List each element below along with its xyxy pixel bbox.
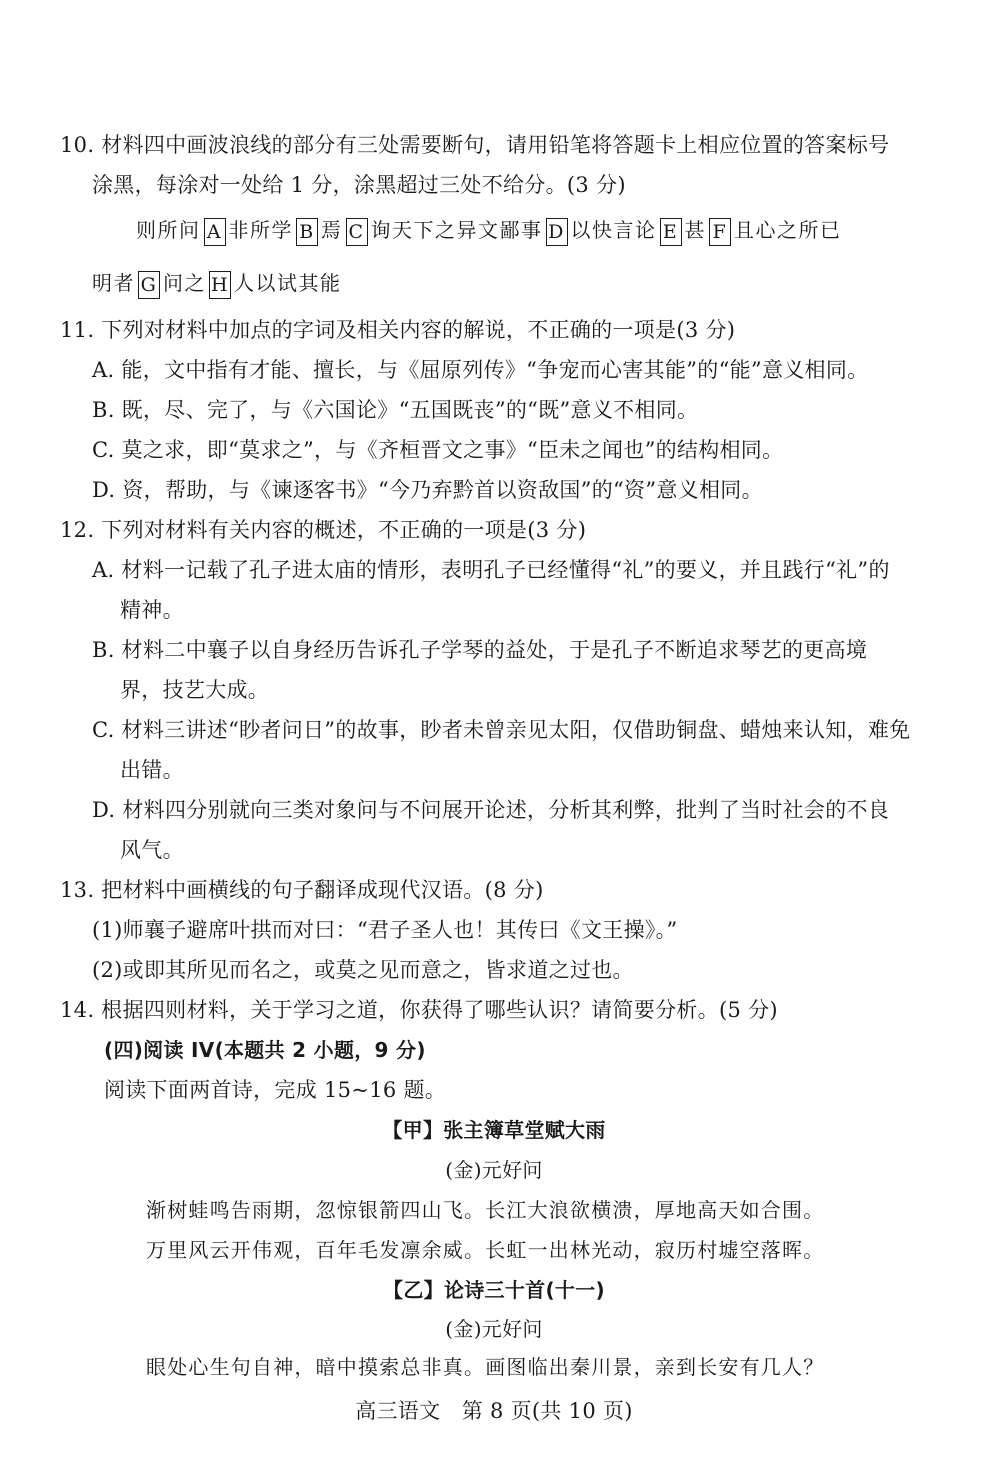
q10-passage-row1 <box>136 215 842 246</box>
q10-passage-row2 <box>92 268 342 299</box>
q12-option-d-line1: D. 材料四分别就向三类对象问与不问展开论述，分析其利弊，批判了当时社会的不良 <box>92 798 890 822</box>
q12-option-d-line2: 风气。 <box>120 838 184 862</box>
answer-box-e[interactable]: E <box>660 218 682 246</box>
answer-box-g[interactable]: G <box>138 271 160 299</box>
segment: 甚 <box>684 218 706 242</box>
q12-option-b-line2: 界，技艺大成。 <box>120 678 270 702</box>
q12-option-b-line1: B. 材料二中襄子以自身经历告诉孔子学琴的益处，于是孔子不断追求琴艺的更高境 <box>92 638 868 662</box>
section-heading: (四)阅读 IV(本题共 2 小题，9 分) <box>104 1038 426 1062</box>
q13-stem: 13. 把材料中画横线的句子翻译成现代汉语。(8 分) <box>60 878 544 902</box>
segment: 人以试其能 <box>234 271 342 295</box>
q12-option-c-line2: 出错。 <box>120 758 184 782</box>
q12-option-a-line2: 精神。 <box>120 598 184 622</box>
segment: 非所学 <box>228 218 293 242</box>
answer-box-h[interactable]: H <box>209 271 231 299</box>
segment: 问之 <box>163 271 206 295</box>
q11-stem: 11. 下列对材料中加点的字词及相关内容的解说，不正确的一项是(3 分) <box>60 318 736 342</box>
answer-box-a[interactable]: A <box>204 218 226 246</box>
q13-sentence-1: (1)师襄子避席叶拱而对曰：“君子圣人也！其传曰《文王操》。” <box>92 918 678 942</box>
q13-sentence-2: (2)或即其所见而名之，或莫之见而意之，皆求道之过也。 <box>92 958 634 982</box>
segment: 焉 <box>321 218 343 242</box>
poem-yi-line-1: 眼处心生句自神，暗中摸索总非真。画图临出秦川景，亲到长安有几人？ <box>146 1355 825 1379</box>
segment: 明者 <box>92 271 135 295</box>
segment: 且心之所已 <box>734 218 842 242</box>
q11-option-b: B. 既，尽、完了，与《六国论》“五国既丧”的“既”意义不相同。 <box>92 398 699 422</box>
poem-yi-author: (金)元好问 <box>445 1317 543 1341</box>
page-footer: 高三语文 第 8 页(共 10 页) <box>355 1399 633 1423</box>
q11-option-c: C. 莫之求，即“莫求之”，与《齐桓晋文之事》“臣未之闻也”的结构相同。 <box>92 438 784 462</box>
q10-stem-line1: 10. 材料四中画波浪线的部分有三处需要断句，请用铅笔将答题卡上相应位置的答案标号 <box>60 133 890 157</box>
poem-jia-title: 【甲】张主簿草堂赋大雨 <box>382 1118 606 1142</box>
q12-option-c-line1: C. 材料三讲述“眇者问日”的故事，眇者未曾亲见太阳，仅借助铜盘、蜡烛来认知，难免 <box>92 718 911 742</box>
poem-jia-author: (金)元好问 <box>445 1158 543 1182</box>
poem-jia-line-2: 万里风云开伟观，百年毛发凛余威。长虹一出林光动，寂历村墟空落晖。 <box>146 1238 825 1262</box>
q11-option-a: A. 能，文中指有才能、擅长，与《屈原列传》“争宠而心害其能”的“能”意义相同。 <box>92 358 869 382</box>
section-intro: 阅读下面两首诗，完成 15~16 题。 <box>104 1078 447 1102</box>
answer-box-d[interactable]: D <box>546 218 568 246</box>
q12-option-a-line1: A. 材料一记载了孔子进太庙的情形，表明孔子已经懂得“礼”的要义，并且践行“礼”的 <box>92 558 890 582</box>
q14-stem: 14. 根据四则材料，关于学习之道，你获得了哪些认识？请简要分析。(5 分) <box>60 998 778 1022</box>
answer-box-f[interactable]: F <box>709 218 731 246</box>
answer-box-b[interactable]: B <box>296 218 318 246</box>
q10-stem-line2: 涂黑，每涂对一处给 1 分，涂黑超过三处不给分。(3 分) <box>92 173 626 197</box>
poem-yi-title: 【乙】论诗三十首(十一) <box>383 1278 605 1302</box>
q12-stem: 12. 下列对材料有关内容的概述，不正确的一项是(3 分) <box>60 518 587 542</box>
segment: 则所问 <box>136 218 201 242</box>
segment: 以快言论 <box>570 218 657 242</box>
answer-box-c[interactable]: C <box>346 218 368 246</box>
segment: 询天下之异文鄙事 <box>370 218 543 242</box>
q11-option-d: D. 资，帮助，与《谏逐客书》“今乃弃黔首以资敌国”的“资”意义相同。 <box>92 478 763 502</box>
poem-jia-line-1: 渐树蛙鸣告雨期，忽惊银箭四山飞。长江大浪欲横溃，厚地高天如合围。 <box>146 1198 825 1222</box>
